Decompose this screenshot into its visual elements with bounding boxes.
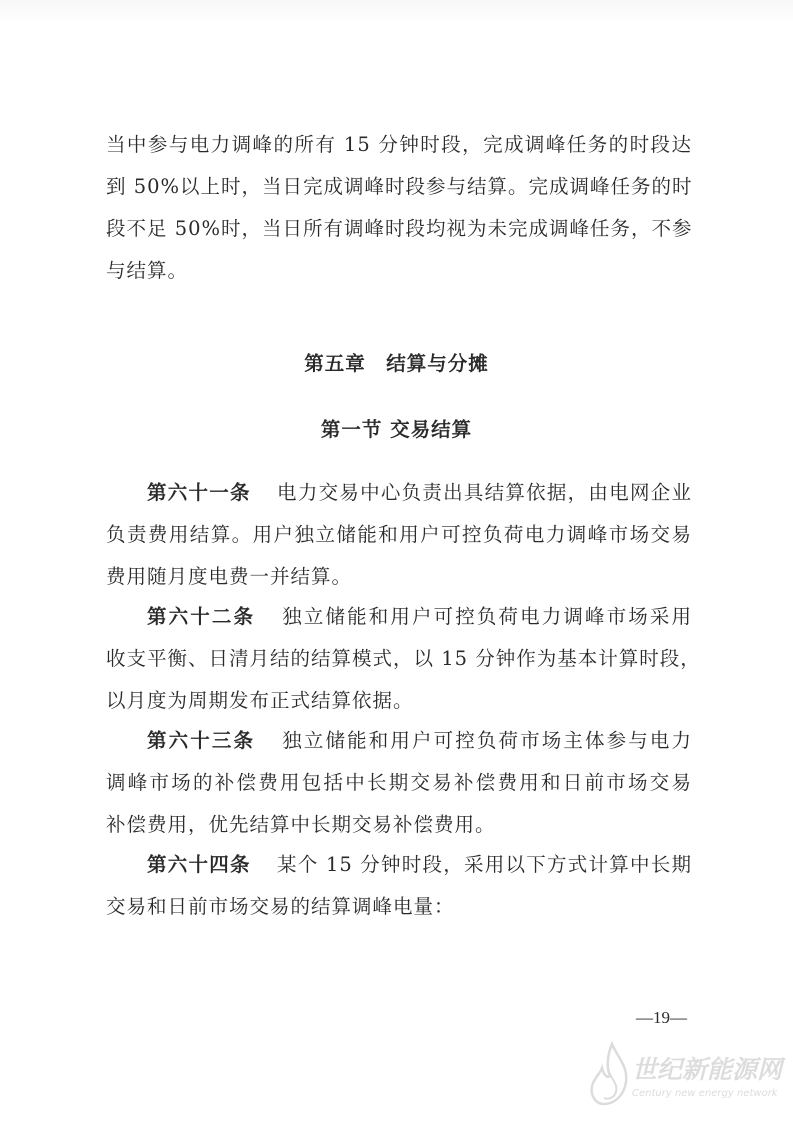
text-line <box>106 844 692 886</box>
text-line: 调峰市场的补偿费用包括中长期交易补偿费用和日前市场交易 <box>106 771 692 794</box>
page-number: —19— <box>636 1008 687 1027</box>
text-line <box>106 472 692 514</box>
watermark-subtext: Century new energy network <box>632 1088 778 1099</box>
article-label: 第六十二条 <box>147 605 256 628</box>
text-line: 到 50%以上时，当日完成调峰时段参与结算。完成调峰任务的时 <box>106 175 693 198</box>
article-61 <box>106 472 692 598</box>
section-title: 第一节 交易结算 <box>320 418 473 441</box>
article-text: 某个 15 分钟时段，采用以下方式计算中长期 <box>276 853 692 876</box>
article-62 <box>106 596 701 722</box>
chapter-title: 第五章 结算与分摊 <box>304 352 489 375</box>
text-line: 收支平衡、日清月结的结算模式，以 15 分钟作为基本计算时段， <box>106 647 701 670</box>
article-label: 第六十一条 <box>147 481 251 504</box>
text-line: 补偿费用，优先结算中长期交易补偿费用。 <box>106 813 496 836</box>
article-label: 第六十三条 <box>147 729 256 752</box>
text-line: 以月度为周期发布正式结算依据。 <box>106 689 414 712</box>
article-text: 独立储能和用户可控负荷市场主体参与电力 <box>281 729 692 752</box>
text-line: 负责费用结算。用户独立储能和用户可控负荷电力调峰市场交易 <box>106 523 692 546</box>
text-line <box>106 596 692 638</box>
article-text: 电力交易中心负责出具结算依据，由电网企业 <box>276 481 692 504</box>
text-line <box>106 720 692 762</box>
text-line: 交易和日前市场交易的结算调峰电量： <box>106 895 455 918</box>
text-line: 段不足 50%时，当日所有调峰时段均视为未完成调峰任务，不参 <box>106 217 693 240</box>
article-text: 独立储能和用户可控负荷电力调峰市场采用 <box>281 605 692 628</box>
article-64 <box>106 844 692 928</box>
text-line: 与结算。 <box>106 259 189 282</box>
text-line: 费用随月度电费一并结算。 <box>106 565 353 588</box>
continued-paragraph <box>106 124 692 292</box>
article-label: 第六十四条 <box>147 853 251 876</box>
article-63 <box>106 720 692 846</box>
watermark-logo <box>588 1036 793 1121</box>
flame-icon <box>588 1040 632 1110</box>
watermark-text: 世纪新能源网 <box>632 1055 783 1084</box>
text-line: 当中参与电力调峰的所有 15 分钟时段，完成调峰任务的时段达 <box>106 133 692 156</box>
